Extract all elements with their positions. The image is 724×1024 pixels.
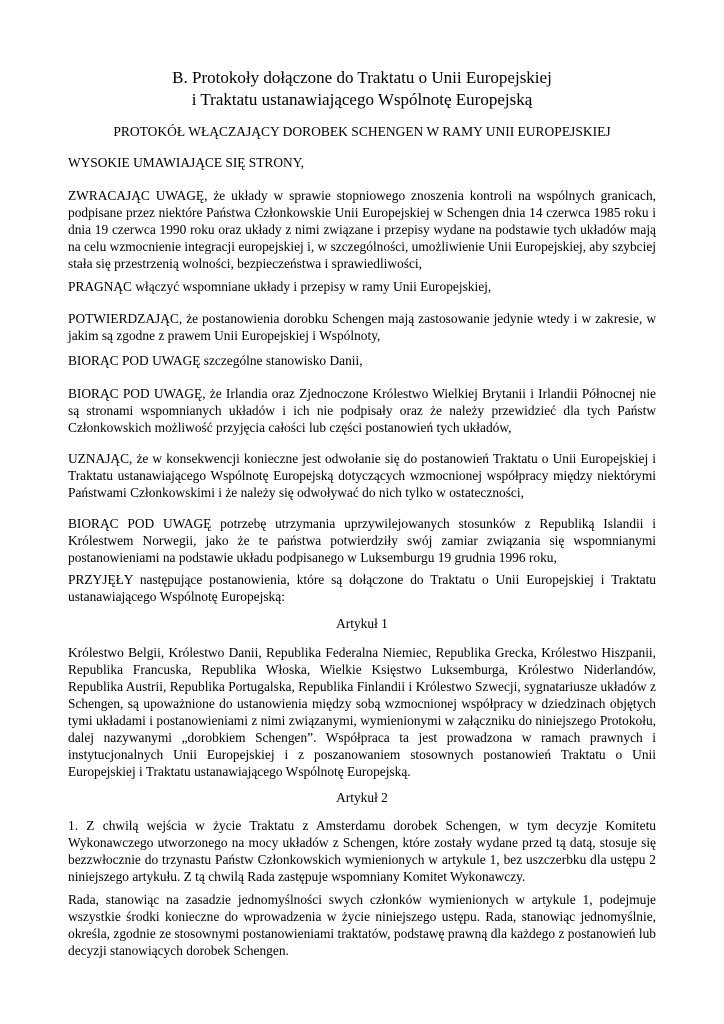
preamble-recognising: UZNAJĄC, że w konsekwencji konieczne jest odwołanie się do postanowień Traktatu o Unii Europejskiej i Traktatu ustanawiającego Wspólnotę Europejską dotyczących wzmocnionej współpracy między niektórymi Państwami Członkowskimi i że należy się odwoływać do nich tylko w ostateczności, xyxy=(68,451,656,500)
protocol-title: PROTOKÓŁ WŁĄCZAJĄCY DOROBEK SCHENGEN W RAMY UNII EUROPEJSKIEJ xyxy=(113,124,611,139)
preamble-noting: ZWRACAJĄC UWAGĘ, że układy w sprawie stopniowego znoszenia kontroli na wspólnych granicach, podpisane przez niektóre Państwa Członkowskie Unii Europejskiej w Schengen dnia 14 czerwca 1985 roku i dnia 19 czerwca 1990 roku oraz układy z nimi związane i przepisy wydane na podstawie tych układów mają na celu wzmocnienie integracji europejskiej i, w szczególności, umożliwienie Unii Europejskiej, aby szybciej stała się przestrzenią wolności, bezpieczeństwa i sprawiedliwości, xyxy=(68,188,656,271)
preamble-ireland-uk: BIORĄC POD UWAGĘ, że Irlandia oraz Zjednoczone Królestwo Wielkiej Brytanii i Irlandii Północnej nie są stronami wspomnianych układów i ich nie podpisały oraz że należy przewidzieć dla tych Państw Członkowskich możliwość przyjęcia całości lub części postanowień tych układów, xyxy=(68,386,656,435)
article-2-paragraph-1: 1. Z chwilą wejścia w życie Traktatu z Amsterdamu dorobek Schengen, w tym decyzje Komitetu Wykonawczego utworzonego na mocy układów z Schengen, które zostały wydane przed tą datą, stosuje się bezzwłocznie do trzynastu Państw Członkowskich wymienionych w artykule 1, bez uszczerbku dla ustępu 2 niniejszego artykułu. Z tą chwilą Rada zastępuje wspomniany Komitet Wykonawczy. xyxy=(68,818,656,884)
article-1-title: Artykuł 1 xyxy=(336,616,388,631)
heading-line-2: i Traktatu ustanawiającego Wspólnotę Europejską xyxy=(191,90,533,109)
preamble-wishing: PRAGNĄC włączyć wspomniane układy i przepisy w ramy Unii Europejskiej, xyxy=(68,279,492,294)
preamble-iceland-norway: BIORĄC POD UWAGĘ potrzebę utrzymania uprzywilejowanych stosunków z Republiką Islandii i Królestwem Norwegii, jako że te państwa potwierdziły swój zamiar związania się wspomnianymi postanowieniami na podstawie układu podpisanego w Luksemburgu 19 grudnia 1996 roku, xyxy=(68,516,656,565)
preamble-parties: WYSOKIE UMAWIAJĄCE SIĘ STRONY, xyxy=(68,155,304,170)
article-1-text: Królestwo Belgii, Królestwo Danii, Republika Federalna Niemiec, Republika Grecka, Królestwo Hiszpanii, Republika Francuska, Republika Włoska, Wielkie Księstwo Luksemburga, Królestwo Niderlandów, Republika Austrii, Republika Portugalska, Republika Finlandii i Królestwo Szwecji, sygnatariusze układów z Schengen, są upoważnione do ustanowienia między sobą wzmocnionej współpracy w dziedzinach objętych tymi układami i postanowieniami z nimi związanymi, wymienionymi w załączniku do niniejszego Protokołu, dalej nazywanymi „dorobkiem Schengen”. Współpraca ta jest prowadzona w ramach prawnych i instytucjonalnych Unii Europejskiej i z poszanowaniem stosownych postanowień Traktatu o Unii Europejskiej i Traktatu ustanawiającego Wspólnotę Europejską. xyxy=(68,645,656,779)
preamble-denmark: BIORĄC POD UWAGĘ szczególne stanowisko Danii, xyxy=(68,353,363,368)
article-2-paragraph-2: Rada, stanowiąc na zasadzie jednomyślności swych członków wymienionych w artykule 1, podejmuje wszystkie środki konieczne do wprowadzenia w życie niniejszego ustępu. Rada, stanowiąc jednomyślnie, określa, zgodnie ze stosownymi postanowieniami traktatów, podstawę prawną dla każdego z postanowień lub decyzji stanowiących dorobek Schengen. xyxy=(68,892,656,958)
heading-line-1: B. Protokoły dołączone do Traktatu o Unii Europejskiej xyxy=(172,68,552,87)
preamble-confirming: POTWIERDZAJĄC, że postanowienia dorobku Schengen mają zastosowanie jedynie wtedy i w zakresie, w jakim są zgodne z prawem Unii Europejskiej i Wspólnoty, xyxy=(68,311,656,343)
preamble-agreed: PRZYJĘŁY następujące postanowienia, które są dołączone do Traktatu o Unii Europejskiej i Traktatu ustanawiającego Wspólnotę Europejską: xyxy=(68,572,656,604)
article-2-title: Artykuł 2 xyxy=(336,790,388,805)
